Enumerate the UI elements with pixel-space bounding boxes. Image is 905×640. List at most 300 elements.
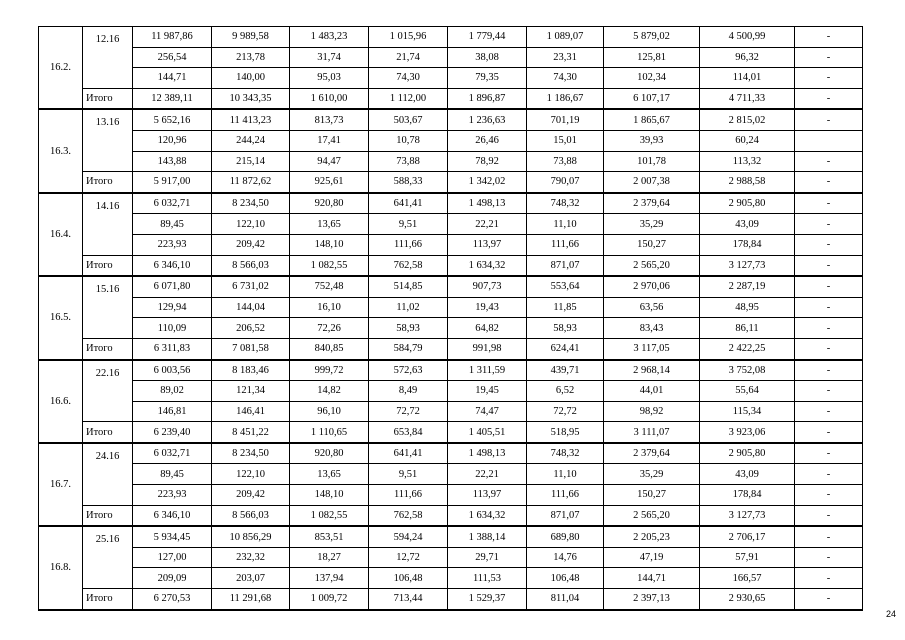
table-cell: 57,91 bbox=[700, 547, 795, 568]
table-cell: 11,85 bbox=[527, 297, 604, 318]
section-number: 16.4. bbox=[39, 193, 83, 276]
table-row bbox=[39, 526, 863, 547]
table-cell: 89,02 bbox=[133, 381, 212, 402]
table-cell: 920,80 bbox=[290, 193, 369, 214]
section-number: 16.6. bbox=[39, 360, 83, 443]
table-cell: 111,66 bbox=[369, 485, 448, 506]
total-cell: 1 405,51 bbox=[448, 422, 527, 443]
table-cell: 11,10 bbox=[527, 464, 604, 485]
total-cell: 3 127,73 bbox=[700, 505, 795, 526]
table-cell: 148,10 bbox=[290, 234, 369, 255]
table-cell: 72,72 bbox=[527, 401, 604, 422]
table-row bbox=[39, 568, 863, 589]
page-number: 24 bbox=[885, 609, 896, 619]
table-cell: 920,80 bbox=[290, 443, 369, 464]
table-cell: 47,19 bbox=[604, 547, 700, 568]
total-cell: 8 566,03 bbox=[212, 255, 290, 276]
table-cell: - bbox=[795, 360, 863, 381]
table-cell: 21,74 bbox=[369, 47, 448, 68]
table-cell: 10 856,29 bbox=[212, 526, 290, 547]
section-number: 16.7. bbox=[39, 443, 83, 526]
table-cell: - bbox=[795, 27, 863, 48]
total-cell: 6 107,17 bbox=[604, 88, 700, 109]
total-cell: 1 610,00 bbox=[290, 88, 369, 109]
total-cell: 2 007,38 bbox=[604, 172, 700, 193]
table-cell: 572,63 bbox=[369, 360, 448, 381]
table-cell: 4 500,99 bbox=[700, 27, 795, 48]
table-row bbox=[39, 151, 863, 172]
table-cell: 748,32 bbox=[527, 193, 604, 214]
table-cell: 209,42 bbox=[212, 485, 290, 506]
table-cell: 553,64 bbox=[527, 276, 604, 297]
table-cell: 1 236,63 bbox=[448, 109, 527, 130]
table-cell: 16,10 bbox=[290, 297, 369, 318]
table-cell: - bbox=[795, 318, 863, 339]
table-row bbox=[39, 276, 863, 297]
table-cell: - bbox=[795, 214, 863, 235]
table-cell: 72,72 bbox=[369, 401, 448, 422]
total-label: Итого bbox=[83, 338, 133, 359]
total-cell: 2 565,20 bbox=[604, 505, 700, 526]
total-cell: 3 923,06 bbox=[700, 422, 795, 443]
table-cell: 6 032,71 bbox=[133, 193, 212, 214]
table-cell: 6 032,71 bbox=[133, 443, 212, 464]
total-cell: 871,07 bbox=[527, 505, 604, 526]
total-cell: 10 343,35 bbox=[212, 88, 290, 109]
table-cell: 9,51 bbox=[369, 464, 448, 485]
table-cell: 178,84 bbox=[700, 234, 795, 255]
table-cell: 106,48 bbox=[369, 568, 448, 589]
table-cell: 122,10 bbox=[212, 464, 290, 485]
table-cell: 113,32 bbox=[700, 151, 795, 172]
total-label: Итого bbox=[83, 589, 133, 610]
table-cell: 19,43 bbox=[448, 297, 527, 318]
table-cell: 114,01 bbox=[700, 68, 795, 89]
total-cell: 2 397,13 bbox=[604, 589, 700, 610]
table-cell: - bbox=[795, 381, 863, 402]
table-cell: 148,10 bbox=[290, 485, 369, 506]
total-cell: 6 346,10 bbox=[133, 505, 212, 526]
total-cell: 6 239,40 bbox=[133, 422, 212, 443]
table-cell: 122,10 bbox=[212, 214, 290, 235]
total-cell: 1 009,72 bbox=[290, 589, 369, 610]
table-cell: 3 752,08 bbox=[700, 360, 795, 381]
table-cell: 73,88 bbox=[369, 151, 448, 172]
table-cell: 178,84 bbox=[700, 485, 795, 506]
table-cell: 1 498,13 bbox=[448, 443, 527, 464]
table-cell: 106,48 bbox=[527, 568, 604, 589]
table-cell: 17,41 bbox=[290, 130, 369, 151]
total-cell: 762,58 bbox=[369, 505, 448, 526]
table-cell: 813,73 bbox=[290, 109, 369, 130]
table-cell: 74,47 bbox=[448, 401, 527, 422]
table-cell: - bbox=[795, 47, 863, 68]
table-row bbox=[39, 485, 863, 506]
total-cell: 1 342,02 bbox=[448, 172, 527, 193]
total-row bbox=[39, 338, 863, 359]
table-cell: 113,97 bbox=[448, 234, 527, 255]
table-cell: 244,24 bbox=[212, 130, 290, 151]
table-cell: - bbox=[795, 526, 863, 547]
total-cell: 2 988,58 bbox=[700, 172, 795, 193]
total-cell: - bbox=[795, 505, 863, 526]
table-cell: 641,41 bbox=[369, 193, 448, 214]
table-cell: 44,01 bbox=[604, 381, 700, 402]
table-cell: 907,73 bbox=[448, 276, 527, 297]
table-cell: 140,00 bbox=[212, 68, 290, 89]
table-row bbox=[39, 297, 863, 318]
table-cell: 144,71 bbox=[133, 68, 212, 89]
table-row bbox=[39, 318, 863, 339]
table-cell: 14,76 bbox=[527, 547, 604, 568]
table-cell: 1 311,59 bbox=[448, 360, 527, 381]
table-row bbox=[39, 401, 863, 422]
total-cell: 8 451,22 bbox=[212, 422, 290, 443]
table-cell: 2 205,23 bbox=[604, 526, 700, 547]
total-cell: 1 634,32 bbox=[448, 505, 527, 526]
total-label: Итого bbox=[83, 505, 133, 526]
table-cell: 853,51 bbox=[290, 526, 369, 547]
table-cell bbox=[795, 130, 863, 151]
section-number: 16.5. bbox=[39, 276, 83, 359]
table-cell: 8,49 bbox=[369, 381, 448, 402]
table-cell: 641,41 bbox=[369, 443, 448, 464]
total-cell: 871,07 bbox=[527, 255, 604, 276]
section-code: 25.16 bbox=[83, 526, 133, 588]
section-code: 12.16 bbox=[83, 27, 133, 89]
table-row bbox=[39, 109, 863, 130]
table-row bbox=[39, 360, 863, 381]
total-cell: 653,84 bbox=[369, 422, 448, 443]
table-cell: 514,85 bbox=[369, 276, 448, 297]
table-cell: 43,09 bbox=[700, 464, 795, 485]
table-cell: 89,45 bbox=[133, 214, 212, 235]
section-code: 14.16 bbox=[83, 193, 133, 255]
table-cell: 206,52 bbox=[212, 318, 290, 339]
table-cell: 19,45 bbox=[448, 381, 527, 402]
table-cell: 94,47 bbox=[290, 151, 369, 172]
table-cell: 22,21 bbox=[448, 464, 527, 485]
total-cell: 1 186,67 bbox=[527, 88, 604, 109]
table-cell: 89,45 bbox=[133, 464, 212, 485]
table-cell: 121,34 bbox=[212, 381, 290, 402]
total-row bbox=[39, 88, 863, 109]
total-cell: - bbox=[795, 422, 863, 443]
total-cell: 762,58 bbox=[369, 255, 448, 276]
table-cell: 6 731,02 bbox=[212, 276, 290, 297]
table-cell: 12,72 bbox=[369, 547, 448, 568]
total-cell: 1 110,65 bbox=[290, 422, 369, 443]
total-cell: - bbox=[795, 172, 863, 193]
table-cell: 2 379,64 bbox=[604, 443, 700, 464]
table-cell: - bbox=[795, 297, 863, 318]
table-cell: 2 970,06 bbox=[604, 276, 700, 297]
total-row bbox=[39, 422, 863, 443]
table-cell: - bbox=[795, 109, 863, 130]
total-cell: 12 389,11 bbox=[133, 88, 212, 109]
table-cell: 2 905,80 bbox=[700, 443, 795, 464]
table-cell: 1 089,07 bbox=[527, 27, 604, 48]
total-cell: 588,33 bbox=[369, 172, 448, 193]
table-cell: 22,21 bbox=[448, 214, 527, 235]
table-cell: 223,93 bbox=[133, 234, 212, 255]
total-cell: 1 082,55 bbox=[290, 255, 369, 276]
table-cell: - bbox=[795, 151, 863, 172]
table-cell: 48,95 bbox=[700, 297, 795, 318]
table-cell: 95,03 bbox=[290, 68, 369, 89]
table-cell: 6,52 bbox=[527, 381, 604, 402]
table-cell: 11,10 bbox=[527, 214, 604, 235]
table-cell: 96,32 bbox=[700, 47, 795, 68]
table-cell: 13,65 bbox=[290, 464, 369, 485]
total-cell: 2 565,20 bbox=[604, 255, 700, 276]
total-cell: 2 422,25 bbox=[700, 338, 795, 359]
total-cell: 6 270,53 bbox=[133, 589, 212, 610]
section-code: 15.16 bbox=[83, 276, 133, 338]
total-cell: - bbox=[795, 88, 863, 109]
table-cell: 55,64 bbox=[700, 381, 795, 402]
total-cell: 2 930,65 bbox=[700, 589, 795, 610]
table-cell: 111,66 bbox=[527, 234, 604, 255]
total-cell: 6 346,10 bbox=[133, 255, 212, 276]
table-cell: 223,93 bbox=[133, 485, 212, 506]
total-label: Итого bbox=[83, 255, 133, 276]
total-cell: - bbox=[795, 255, 863, 276]
table-cell: 74,30 bbox=[527, 68, 604, 89]
table-cell: 150,27 bbox=[604, 234, 700, 255]
table-cell: 98,92 bbox=[604, 401, 700, 422]
section-code: 24.16 bbox=[83, 443, 133, 505]
table-cell: 209,42 bbox=[212, 234, 290, 255]
table-cell: 999,72 bbox=[290, 360, 369, 381]
table-cell: 31,74 bbox=[290, 47, 369, 68]
table-cell: 38,08 bbox=[448, 47, 527, 68]
total-cell: 790,07 bbox=[527, 172, 604, 193]
table-row bbox=[39, 47, 863, 68]
table-row bbox=[39, 27, 863, 48]
table-cell: 83,43 bbox=[604, 318, 700, 339]
table-cell: 689,80 bbox=[527, 526, 604, 547]
table-cell: 213,78 bbox=[212, 47, 290, 68]
table-cell: 26,46 bbox=[448, 130, 527, 151]
table-cell: 748,32 bbox=[527, 443, 604, 464]
table-cell: 439,71 bbox=[527, 360, 604, 381]
table-cell: 10,78 bbox=[369, 130, 448, 151]
table-row bbox=[39, 547, 863, 568]
table-cell: 2 706,17 bbox=[700, 526, 795, 547]
total-cell: 518,95 bbox=[527, 422, 604, 443]
table-cell: 594,24 bbox=[369, 526, 448, 547]
table-cell: 1 865,67 bbox=[604, 109, 700, 130]
total-cell: - bbox=[795, 589, 863, 610]
table-row bbox=[39, 381, 863, 402]
total-cell: 1 082,55 bbox=[290, 505, 369, 526]
table-cell: 86,11 bbox=[700, 318, 795, 339]
table-cell: 111,53 bbox=[448, 568, 527, 589]
total-row bbox=[39, 255, 863, 276]
total-cell: 584,79 bbox=[369, 338, 448, 359]
table-cell: - bbox=[795, 193, 863, 214]
table-cell: 2 905,80 bbox=[700, 193, 795, 214]
table-cell: 64,82 bbox=[448, 318, 527, 339]
table-cell: 150,27 bbox=[604, 485, 700, 506]
table-cell: 129,94 bbox=[133, 297, 212, 318]
total-cell: 1 896,87 bbox=[448, 88, 527, 109]
table-cell: 1 015,96 bbox=[369, 27, 448, 48]
table-cell: 35,29 bbox=[604, 214, 700, 235]
table-cell: 256,54 bbox=[133, 47, 212, 68]
table-cell: - bbox=[795, 464, 863, 485]
total-cell: 624,41 bbox=[527, 338, 604, 359]
table-cell: 9,51 bbox=[369, 214, 448, 235]
table-cell: 63,56 bbox=[604, 297, 700, 318]
table-cell: 11 413,23 bbox=[212, 109, 290, 130]
table-cell: 2 968,14 bbox=[604, 360, 700, 381]
total-cell: 811,04 bbox=[527, 589, 604, 610]
table-cell: 127,00 bbox=[133, 547, 212, 568]
table-cell: 232,32 bbox=[212, 547, 290, 568]
table-cell: 111,66 bbox=[369, 234, 448, 255]
table-cell: 6 071,80 bbox=[133, 276, 212, 297]
total-cell: 713,44 bbox=[369, 589, 448, 610]
table-cell: 503,67 bbox=[369, 109, 448, 130]
table-cell: 35,29 bbox=[604, 464, 700, 485]
table-cell: 110,09 bbox=[133, 318, 212, 339]
table-cell: 8 234,50 bbox=[212, 193, 290, 214]
table-row bbox=[39, 234, 863, 255]
table-cell: 73,88 bbox=[527, 151, 604, 172]
table-row bbox=[39, 214, 863, 235]
table-cell: 2 379,64 bbox=[604, 193, 700, 214]
table-row bbox=[39, 68, 863, 89]
table-cell: 5 652,16 bbox=[133, 109, 212, 130]
table-cell: - bbox=[795, 68, 863, 89]
table-cell: 43,09 bbox=[700, 214, 795, 235]
table-cell: 111,66 bbox=[527, 485, 604, 506]
total-cell: 6 311,83 bbox=[133, 338, 212, 359]
table-cell: 113,97 bbox=[448, 485, 527, 506]
total-cell: 3 111,07 bbox=[604, 422, 700, 443]
table-cell: 2 287,19 bbox=[700, 276, 795, 297]
table-cell: 96,10 bbox=[290, 401, 369, 422]
table-cell: 11 987,86 bbox=[133, 27, 212, 48]
table-row bbox=[39, 193, 863, 214]
table-cell: - bbox=[795, 234, 863, 255]
table-cell: 143,88 bbox=[133, 151, 212, 172]
table-cell: 14,82 bbox=[290, 381, 369, 402]
table-cell: 74,30 bbox=[369, 68, 448, 89]
section-code: 13.16 bbox=[83, 109, 133, 171]
total-cell: 4 711,33 bbox=[700, 88, 795, 109]
table-cell: 23,31 bbox=[527, 47, 604, 68]
table-cell: 203,07 bbox=[212, 568, 290, 589]
total-cell: 991,98 bbox=[448, 338, 527, 359]
total-cell: 8 566,03 bbox=[212, 505, 290, 526]
table-cell: 144,04 bbox=[212, 297, 290, 318]
table-cell: 11,02 bbox=[369, 297, 448, 318]
table-cell: 9 989,58 bbox=[212, 27, 290, 48]
table-cell: - bbox=[795, 276, 863, 297]
total-cell: 11 872,62 bbox=[212, 172, 290, 193]
section-number: 16.2. bbox=[39, 27, 83, 110]
table-cell: 13,65 bbox=[290, 214, 369, 235]
table-cell: 58,93 bbox=[369, 318, 448, 339]
total-row bbox=[39, 505, 863, 526]
table-cell: 15,01 bbox=[527, 130, 604, 151]
table-cell: 701,19 bbox=[527, 109, 604, 130]
table-cell: 78,92 bbox=[448, 151, 527, 172]
table-cell: - bbox=[795, 547, 863, 568]
section-number: 16.8. bbox=[39, 526, 83, 609]
table-cell: 79,35 bbox=[448, 68, 527, 89]
total-cell: 11 291,68 bbox=[212, 589, 290, 610]
total-cell: - bbox=[795, 338, 863, 359]
table-cell: 1 483,23 bbox=[290, 27, 369, 48]
total-row bbox=[39, 172, 863, 193]
table-cell: 146,41 bbox=[212, 401, 290, 422]
table-cell: 125,81 bbox=[604, 47, 700, 68]
table-cell: 5 934,45 bbox=[133, 526, 212, 547]
total-cell: 7 081,58 bbox=[212, 338, 290, 359]
table-cell: 2 815,02 bbox=[700, 109, 795, 130]
table-cell: 8 183,46 bbox=[212, 360, 290, 381]
table-cell: 60,24 bbox=[700, 130, 795, 151]
table-row bbox=[39, 130, 863, 151]
table-row bbox=[39, 443, 863, 464]
table-cell: - bbox=[795, 568, 863, 589]
total-cell: 840,85 bbox=[290, 338, 369, 359]
table-cell: 102,34 bbox=[604, 68, 700, 89]
table-cell: 115,34 bbox=[700, 401, 795, 422]
total-cell: 1 634,32 bbox=[448, 255, 527, 276]
table-cell: 1 388,14 bbox=[448, 526, 527, 547]
table-body bbox=[39, 27, 863, 610]
total-cell: 1 112,00 bbox=[369, 88, 448, 109]
table-cell: 137,94 bbox=[290, 568, 369, 589]
section-code: 22.16 bbox=[83, 360, 133, 422]
total-cell: 3 117,05 bbox=[604, 338, 700, 359]
table-cell: 29,71 bbox=[448, 547, 527, 568]
table-cell: - bbox=[795, 443, 863, 464]
table-cell: 72,26 bbox=[290, 318, 369, 339]
table-cell: 166,57 bbox=[700, 568, 795, 589]
table-cell: 8 234,50 bbox=[212, 443, 290, 464]
total-row bbox=[39, 589, 863, 610]
section-number: 16.3. bbox=[39, 109, 83, 192]
table-cell: 215,14 bbox=[212, 151, 290, 172]
table-cell: - bbox=[795, 485, 863, 506]
table-cell: 58,93 bbox=[527, 318, 604, 339]
table-cell: - bbox=[795, 401, 863, 422]
table-cell: 101,78 bbox=[604, 151, 700, 172]
table-cell: 752,48 bbox=[290, 276, 369, 297]
total-cell: 3 127,73 bbox=[700, 255, 795, 276]
table-row bbox=[39, 464, 863, 485]
total-cell: 1 529,37 bbox=[448, 589, 527, 610]
table-cell: 39,93 bbox=[604, 130, 700, 151]
total-label: Итого bbox=[83, 422, 133, 443]
total-cell: 925,61 bbox=[290, 172, 369, 193]
table-cell: 6 003,56 bbox=[133, 360, 212, 381]
table-cell: 144,71 bbox=[604, 568, 700, 589]
total-cell: 5 917,00 bbox=[133, 172, 212, 193]
data-table bbox=[38, 26, 863, 611]
total-label: Итого bbox=[83, 172, 133, 193]
table-cell: 1 498,13 bbox=[448, 193, 527, 214]
table-cell: 1 779,44 bbox=[448, 27, 527, 48]
table-cell: 146,81 bbox=[133, 401, 212, 422]
table-cell: 209,09 bbox=[133, 568, 212, 589]
